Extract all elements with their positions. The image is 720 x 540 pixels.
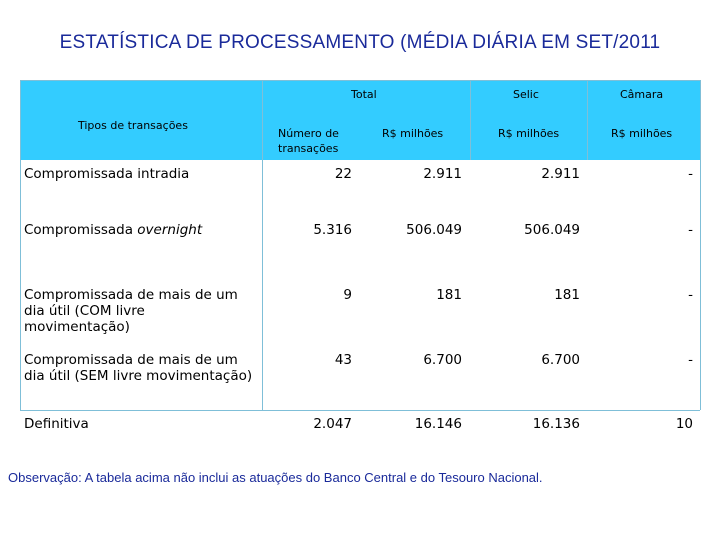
grid-line bbox=[587, 80, 588, 160]
cell-numero: 43 bbox=[334, 352, 352, 368]
header-tipos-transacoes: Tipos de transações bbox=[78, 119, 188, 132]
header-numero-line2: transações bbox=[278, 142, 339, 155]
footnote: Observação: A tabela acima não inclui as atuações do Banco Central e do Tesouro Nacional. bbox=[8, 470, 543, 485]
cell-total: 2.911 bbox=[423, 166, 462, 182]
row-label: Compromissada de mais de um dia útil (SEM livre movimentação) bbox=[24, 352, 253, 384]
cell-camara: - bbox=[688, 166, 693, 182]
grid-line bbox=[470, 80, 471, 160]
cell-camara: - bbox=[688, 352, 693, 368]
cell-selic: 16.136 bbox=[532, 416, 580, 432]
grid-line bbox=[700, 80, 701, 410]
header-rs-total: R$ milhões bbox=[382, 127, 444, 140]
cell-numero: 22 bbox=[334, 166, 352, 182]
cell-numero: 5.316 bbox=[313, 222, 352, 238]
grid-line bbox=[20, 80, 700, 81]
header-camara: Câmara bbox=[620, 88, 664, 101]
cell-selic: 181 bbox=[554, 287, 580, 303]
row-label: Compromissada intradia bbox=[24, 166, 190, 182]
header-rs-selic: R$ milhões bbox=[498, 127, 560, 140]
cell-selic: 2.911 bbox=[541, 166, 580, 182]
cell-camara: 10 bbox=[675, 416, 693, 432]
page-title: ESTATÍSTICA DE PROCESSAMENTO (MÉDIA DIÁRIA EM SET/2011 bbox=[59, 32, 661, 53]
cell-numero: 9 bbox=[343, 287, 352, 303]
cell-numero: 2.047 bbox=[313, 416, 352, 432]
cell-selic: 6.700 bbox=[541, 352, 580, 368]
row-label: Definitiva bbox=[24, 416, 89, 432]
cell-camara: - bbox=[688, 222, 693, 238]
cell-total: 16.146 bbox=[414, 416, 462, 432]
cell-camara: - bbox=[688, 287, 693, 303]
cell-total: 506.049 bbox=[406, 222, 462, 238]
grid-line bbox=[20, 410, 700, 411]
row-label: Compromissada de mais de um dia útil (COM livre movimentação) bbox=[24, 287, 238, 335]
header-numero-line1: Número de bbox=[278, 127, 339, 140]
cell-selic: 506.049 bbox=[524, 222, 580, 238]
row-label: Compromissada overnight bbox=[24, 222, 203, 238]
header-total: Total bbox=[351, 88, 377, 101]
grid-line bbox=[20, 80, 21, 410]
header-rs-camara: R$ milhões bbox=[611, 127, 673, 140]
cell-total: 181 bbox=[436, 287, 462, 303]
cell-total: 6.700 bbox=[423, 352, 462, 368]
header-selic: Selic bbox=[513, 88, 539, 101]
